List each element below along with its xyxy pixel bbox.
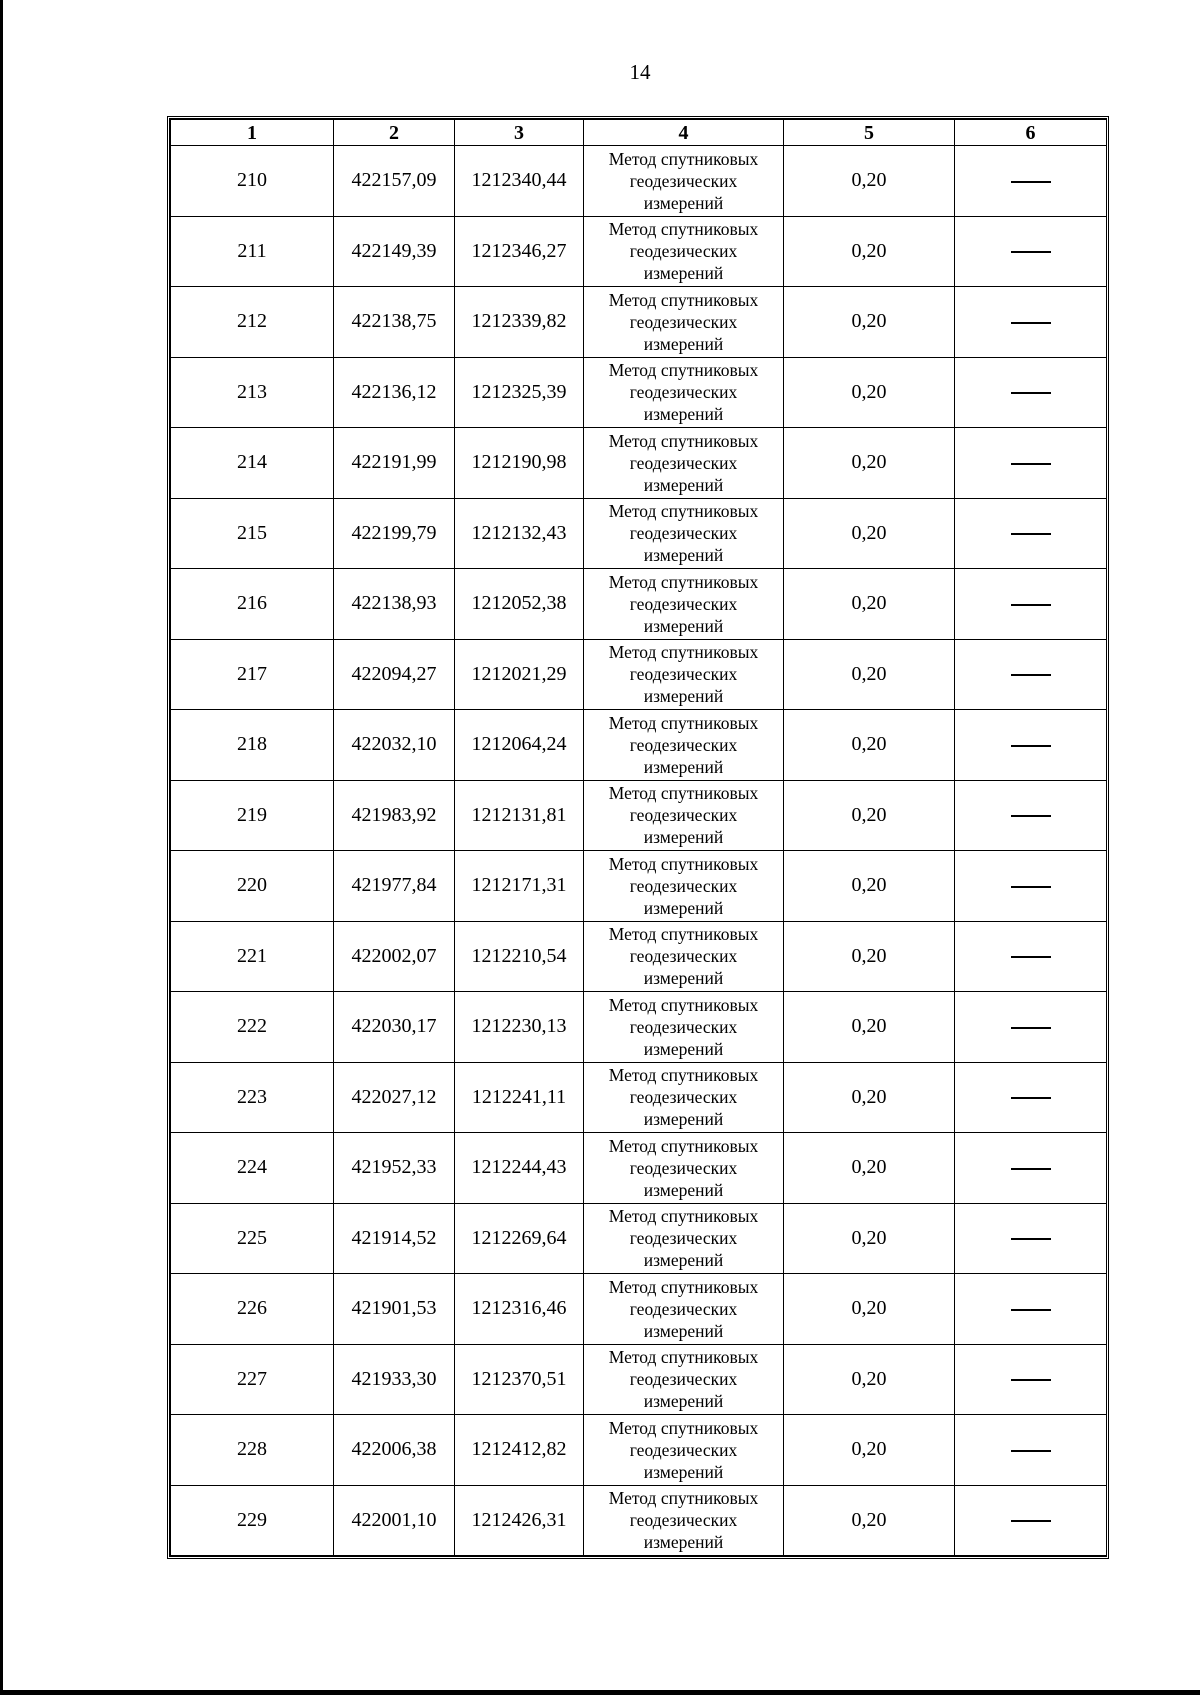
accuracy-cell: 0,20 — [784, 1062, 955, 1133]
table-row — [171, 851, 1107, 922]
note-cell — [955, 1485, 1107, 1556]
column-header: 5 — [784, 120, 955, 146]
x-coordinate-cell: 422094,27 — [334, 639, 455, 710]
point-number-cell: 224 — [171, 1133, 334, 1204]
method-line: Метод спутниковых — [608, 1488, 759, 1509]
coordinates-table-frame — [167, 116, 1109, 1559]
accuracy-cell: 0,20 — [784, 287, 955, 358]
accuracy-cell: 0,20 — [784, 1485, 955, 1556]
y-coordinate-cell: 1212412,82 — [455, 1415, 584, 1486]
method-line: геодезических — [629, 1510, 738, 1531]
accuracy-cell: 0,20 — [784, 639, 955, 710]
x-coordinate-cell: 422006,38 — [334, 1415, 455, 1486]
method-line: измерений — [643, 192, 724, 213]
point-number-cell: 227 — [171, 1344, 334, 1415]
method-line: геодезических — [629, 241, 738, 262]
table-row — [171, 921, 1107, 992]
method-cell — [584, 639, 784, 710]
method-line: геодезических — [629, 1016, 738, 1037]
accuracy-cell: 0,20 — [784, 780, 955, 851]
method-line: измерений — [643, 1179, 724, 1200]
accuracy-cell: 0,20 — [784, 710, 955, 781]
accuracy-cell: 0,20 — [784, 146, 955, 217]
dash-mark — [1011, 1520, 1051, 1522]
column-header: 3 — [455, 120, 584, 146]
method-line: измерений — [643, 1320, 724, 1341]
point-number-cell: 229 — [171, 1485, 334, 1556]
table-row — [171, 146, 1107, 217]
x-coordinate-cell: 421901,53 — [334, 1274, 455, 1345]
dash-mark — [1011, 322, 1051, 324]
method-cell — [584, 1203, 784, 1274]
y-coordinate-cell: 1212064,24 — [455, 710, 584, 781]
method-line: геодезических — [629, 664, 738, 685]
y-coordinate-cell: 1212269,64 — [455, 1203, 584, 1274]
note-cell — [955, 639, 1107, 710]
x-coordinate-cell: 422149,39 — [334, 216, 455, 287]
dash-mark — [1011, 674, 1051, 676]
x-coordinate-cell: 422030,17 — [334, 992, 455, 1063]
note-cell — [955, 428, 1107, 499]
method-line: геодезических — [629, 1369, 738, 1390]
point-number-cell: 218 — [171, 710, 334, 781]
dash-mark — [1011, 956, 1051, 958]
method-line: геодезических — [629, 734, 738, 755]
note-cell — [955, 146, 1107, 217]
dash-mark — [1011, 463, 1051, 465]
method-line: измерений — [643, 686, 724, 707]
method-line: измерений — [643, 615, 724, 636]
y-coordinate-cell: 1212132,43 — [455, 498, 584, 569]
dash-mark — [1011, 1379, 1051, 1381]
method-line: геодезических — [629, 170, 738, 191]
table-row — [171, 1133, 1107, 1204]
accuracy-cell: 0,20 — [784, 1274, 955, 1345]
method-line: измерений — [643, 827, 724, 848]
y-coordinate-cell: 1212339,82 — [455, 287, 584, 358]
y-coordinate-cell: 1212316,46 — [455, 1274, 584, 1345]
method-line: геодезических — [629, 1157, 738, 1178]
dash-mark — [1011, 1168, 1051, 1170]
method-cell — [584, 216, 784, 287]
x-coordinate-cell: 421952,33 — [334, 1133, 455, 1204]
x-coordinate-cell: 422199,79 — [334, 498, 455, 569]
method-line: Метод спутниковых — [608, 430, 759, 451]
x-coordinate-cell: 422138,93 — [334, 569, 455, 640]
method-line: геодезических — [629, 805, 738, 826]
x-coordinate-cell: 421933,30 — [334, 1344, 455, 1415]
dash-mark — [1011, 886, 1051, 888]
method-cell — [584, 428, 784, 499]
method-line: измерений — [643, 263, 724, 284]
method-line: измерений — [643, 968, 724, 989]
note-cell — [955, 1203, 1107, 1274]
coordinates-table — [170, 119, 1107, 1556]
method-line: геодезических — [629, 875, 738, 896]
point-number-cell: 215 — [171, 498, 334, 569]
method-cell — [584, 146, 784, 217]
accuracy-cell: 0,20 — [784, 1344, 955, 1415]
table-row — [171, 710, 1107, 781]
note-cell — [955, 1344, 1107, 1415]
x-coordinate-cell: 422138,75 — [334, 287, 455, 358]
method-line: геодезических — [629, 593, 738, 614]
point-number-cell: 217 — [171, 639, 334, 710]
table-row — [171, 1274, 1107, 1345]
column-header: 4 — [584, 120, 784, 146]
method-line: измерений — [643, 545, 724, 566]
dash-mark — [1011, 815, 1051, 817]
table-row — [171, 1203, 1107, 1274]
x-coordinate-cell: 421977,84 — [334, 851, 455, 922]
accuracy-cell: 0,20 — [784, 1133, 955, 1204]
dash-mark — [1011, 181, 1051, 183]
x-coordinate-cell: 422032,10 — [334, 710, 455, 781]
accuracy-cell: 0,20 — [784, 921, 955, 992]
table-body — [171, 146, 1107, 1556]
method-line: Метод спутниковых — [608, 1065, 759, 1086]
method-line: геодезических — [629, 1439, 738, 1460]
x-coordinate-cell: 422191,99 — [334, 428, 455, 499]
y-coordinate-cell: 1212241,11 — [455, 1062, 584, 1133]
point-number-cell: 216 — [171, 569, 334, 640]
y-coordinate-cell: 1212340,44 — [455, 146, 584, 217]
dash-mark — [1011, 533, 1051, 535]
method-line: Метод спутниковых — [608, 924, 759, 945]
accuracy-cell: 0,20 — [784, 1415, 955, 1486]
accuracy-cell: 0,20 — [784, 851, 955, 922]
method-cell — [584, 710, 784, 781]
method-line: измерений — [643, 333, 724, 354]
method-line: Метод спутниковых — [608, 1276, 759, 1297]
method-line: геодезических — [629, 382, 738, 403]
note-cell — [955, 287, 1107, 358]
point-number-cell: 213 — [171, 357, 334, 428]
method-cell — [584, 287, 784, 358]
table-row — [171, 1415, 1107, 1486]
method-line: Метод спутниковых — [608, 642, 759, 663]
y-coordinate-cell: 1212426,31 — [455, 1485, 584, 1556]
accuracy-cell: 0,20 — [784, 216, 955, 287]
y-coordinate-cell: 1212230,13 — [455, 992, 584, 1063]
y-coordinate-cell: 1212325,39 — [455, 357, 584, 428]
note-cell — [955, 569, 1107, 640]
method-line: измерений — [643, 1532, 724, 1553]
method-line: геодезических — [629, 452, 738, 473]
table-header-row — [171, 120, 1107, 146]
table-row — [171, 1062, 1107, 1133]
method-cell — [584, 357, 784, 428]
dash-mark — [1011, 251, 1051, 253]
method-line: геодезических — [629, 1298, 738, 1319]
note-cell — [955, 216, 1107, 287]
table-row — [171, 639, 1107, 710]
point-number-cell: 214 — [171, 428, 334, 499]
scan-left-edge — [0, 0, 3, 1695]
column-header: 2 — [334, 120, 455, 146]
point-number-cell: 223 — [171, 1062, 334, 1133]
table-row — [171, 216, 1107, 287]
note-cell — [955, 1133, 1107, 1204]
method-cell — [584, 921, 784, 992]
point-number-cell: 225 — [171, 1203, 334, 1274]
x-coordinate-cell: 421914,52 — [334, 1203, 455, 1274]
point-number-cell: 210 — [171, 146, 334, 217]
method-line: Метод спутниковых — [608, 853, 759, 874]
method-cell — [584, 1485, 784, 1556]
method-line: Метод спутниковых — [608, 1417, 759, 1438]
y-coordinate-cell: 1212346,27 — [455, 216, 584, 287]
method-line: геодезических — [629, 946, 738, 967]
x-coordinate-cell: 422136,12 — [334, 357, 455, 428]
method-line: Метод спутниковых — [608, 289, 759, 310]
y-coordinate-cell: 1212021,29 — [455, 639, 584, 710]
point-number-cell: 228 — [171, 1415, 334, 1486]
method-line: Метод спутниковых — [608, 360, 759, 381]
column-header: 6 — [955, 120, 1107, 146]
dash-mark — [1011, 1027, 1051, 1029]
x-coordinate-cell: 422001,10 — [334, 1485, 455, 1556]
method-cell — [584, 498, 784, 569]
dash-mark — [1011, 1309, 1051, 1311]
table-row — [171, 357, 1107, 428]
accuracy-cell: 0,20 — [784, 992, 955, 1063]
note-cell — [955, 1415, 1107, 1486]
y-coordinate-cell: 1212052,38 — [455, 569, 584, 640]
method-line: измерений — [643, 1109, 724, 1130]
table-row — [171, 287, 1107, 358]
method-cell — [584, 1344, 784, 1415]
method-line: Метод спутниковых — [608, 1347, 759, 1368]
method-line: измерений — [643, 756, 724, 777]
dash-mark — [1011, 1238, 1051, 1240]
method-cell — [584, 569, 784, 640]
point-number-cell: 222 — [171, 992, 334, 1063]
y-coordinate-cell: 1212171,31 — [455, 851, 584, 922]
method-line: геодезических — [629, 1087, 738, 1108]
note-cell — [955, 1274, 1107, 1345]
method-line: измерений — [643, 1391, 724, 1412]
method-line: измерений — [643, 1461, 724, 1482]
method-cell — [584, 851, 784, 922]
method-cell — [584, 1133, 784, 1204]
y-coordinate-cell: 1212190,98 — [455, 428, 584, 499]
method-cell — [584, 1274, 784, 1345]
method-line: измерений — [643, 474, 724, 495]
method-line: измерений — [643, 1038, 724, 1059]
point-number-cell: 219 — [171, 780, 334, 851]
note-cell — [955, 851, 1107, 922]
accuracy-cell: 0,20 — [784, 498, 955, 569]
page-number: 14 — [629, 60, 651, 84]
method-cell — [584, 992, 784, 1063]
point-number-cell: 221 — [171, 921, 334, 992]
dash-mark — [1011, 392, 1051, 394]
x-coordinate-cell: 422157,09 — [334, 146, 455, 217]
x-coordinate-cell: 422027,12 — [334, 1062, 455, 1133]
y-coordinate-cell: 1212244,43 — [455, 1133, 584, 1204]
dash-mark — [1011, 604, 1051, 606]
accuracy-cell: 0,20 — [784, 1203, 955, 1274]
column-header: 1 — [171, 120, 334, 146]
table-row — [171, 992, 1107, 1063]
method-line: измерений — [643, 897, 724, 918]
method-cell — [584, 780, 784, 851]
point-number-cell: 220 — [171, 851, 334, 922]
y-coordinate-cell: 1212131,81 — [455, 780, 584, 851]
method-line: Метод спутниковых — [608, 994, 759, 1015]
note-cell — [955, 780, 1107, 851]
method-cell — [584, 1062, 784, 1133]
dash-mark — [1011, 745, 1051, 747]
method-line: геодезических — [629, 1228, 738, 1249]
method-line: измерений — [643, 404, 724, 425]
note-cell — [955, 1062, 1107, 1133]
accuracy-cell: 0,20 — [784, 569, 955, 640]
method-line: геодезических — [629, 523, 738, 544]
note-cell — [955, 357, 1107, 428]
method-line: Метод спутниковых — [608, 1135, 759, 1156]
dash-mark — [1011, 1450, 1051, 1452]
method-line: Метод спутниковых — [608, 501, 759, 522]
method-line: Метод спутниковых — [608, 1206, 759, 1227]
method-line: геодезических — [629, 311, 738, 332]
method-line: Метод спутниковых — [608, 219, 759, 240]
method-line: измерений — [643, 1250, 724, 1271]
note-cell — [955, 498, 1107, 569]
x-coordinate-cell: 422002,07 — [334, 921, 455, 992]
table-row — [171, 428, 1107, 499]
accuracy-cell: 0,20 — [784, 357, 955, 428]
point-number-cell: 211 — [171, 216, 334, 287]
table-row — [171, 569, 1107, 640]
table-row — [171, 1485, 1107, 1556]
table-row — [171, 1344, 1107, 1415]
note-cell — [955, 921, 1107, 992]
point-number-cell: 226 — [171, 1274, 334, 1345]
accuracy-cell: 0,20 — [784, 428, 955, 499]
y-coordinate-cell: 1212210,54 — [455, 921, 584, 992]
method-cell — [584, 1415, 784, 1486]
method-line: Метод спутниковых — [608, 783, 759, 804]
dash-mark — [1011, 1097, 1051, 1099]
note-cell — [955, 710, 1107, 781]
method-line: Метод спутниковых — [608, 148, 759, 169]
x-coordinate-cell: 421983,92 — [334, 780, 455, 851]
point-number-cell: 212 — [171, 287, 334, 358]
method-line: Метод спутниковых — [608, 712, 759, 733]
method-line: Метод спутниковых — [608, 571, 759, 592]
table-row — [171, 780, 1107, 851]
table-row — [171, 498, 1107, 569]
y-coordinate-cell: 1212370,51 — [455, 1344, 584, 1415]
note-cell — [955, 992, 1107, 1063]
scan-bottom-edge — [0, 1690, 1200, 1695]
